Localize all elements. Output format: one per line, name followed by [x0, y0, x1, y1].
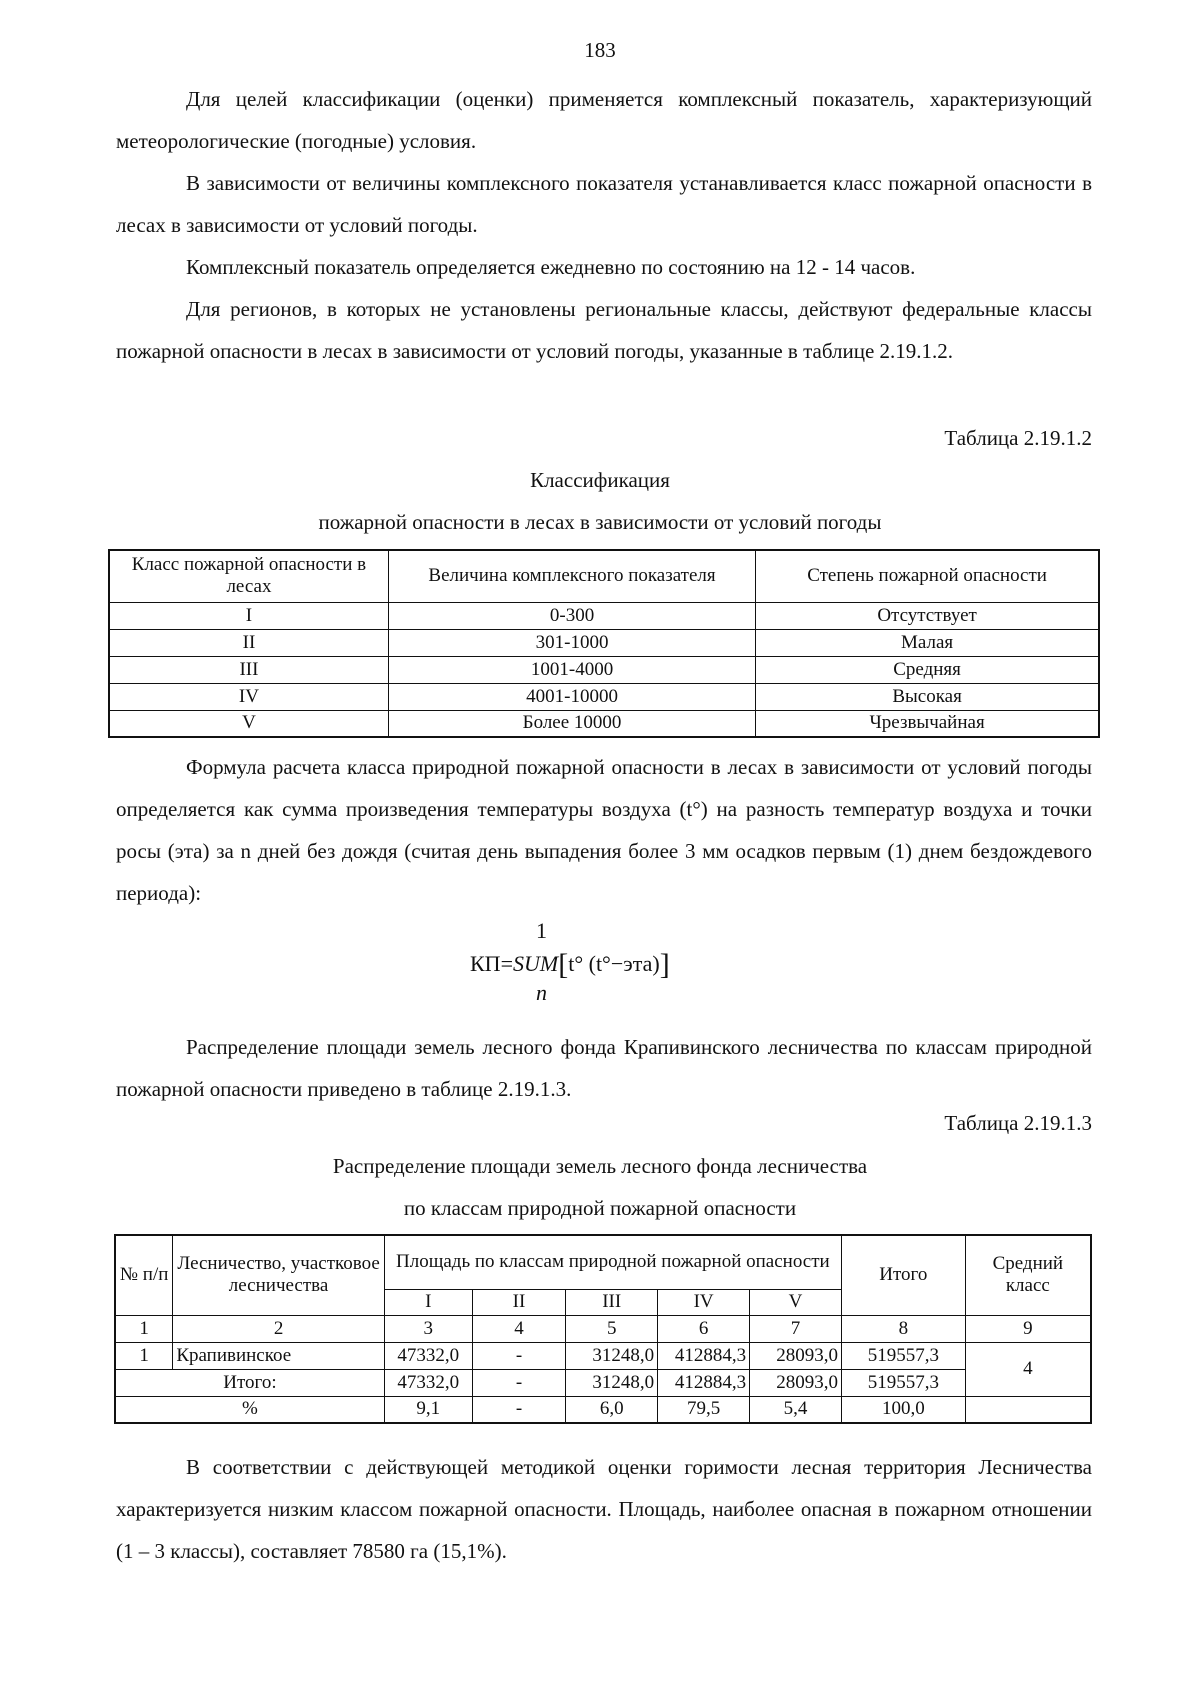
header-avg-class: Средний класс: [965, 1235, 1091, 1315]
col-number: 5: [566, 1315, 658, 1342]
header-total: Итого: [841, 1235, 965, 1315]
header-class: I: [384, 1289, 472, 1315]
table-cell: 519557,3: [841, 1342, 965, 1369]
table-cell: I: [109, 602, 388, 629]
col-number: 3: [384, 1315, 472, 1342]
formula-paragraph-block: [116, 746, 1092, 914]
col-number: 9: [965, 1315, 1091, 1342]
total-label: Итого:: [115, 1369, 384, 1396]
col-number: 8: [841, 1315, 965, 1342]
table-cell: -: [472, 1342, 566, 1369]
formula-main: [470, 948, 670, 982]
formula-lhs: КП: [470, 951, 501, 976]
table-cell: Малая: [756, 629, 1099, 656]
forest-area-table: [114, 1234, 1092, 1424]
table2-label: Таблица 2.19.1.3: [944, 1111, 1092, 1135]
fire-class-table: [108, 549, 1100, 738]
table-cell: 4001-10000: [388, 683, 755, 710]
table-cell: Средняя: [756, 656, 1099, 683]
col-number: 2: [173, 1315, 385, 1342]
avg-class-cell: 4: [965, 1342, 1091, 1396]
header-class: III: [566, 1289, 658, 1315]
table-cell: 6,0: [566, 1396, 658, 1423]
table-header: Степень пожарной опасности: [756, 550, 1099, 602]
table-cell: Отсутствует: [756, 602, 1099, 629]
paragraph: В зависимости от величины комплексного показателя устанавливается класс пожарной опасности в лесах в зависимости от условий погоды.: [116, 171, 1092, 237]
table-cell: Высокая: [756, 683, 1099, 710]
table-row: [115, 1396, 1091, 1423]
forestry-name: Крапивинское: [173, 1342, 385, 1369]
table-row: [109, 602, 1099, 629]
page-number: 183: [584, 38, 616, 62]
fire-index-formula: [470, 918, 730, 1014]
table-cell: 47332,0: [384, 1342, 472, 1369]
intro-paragraphs: [116, 78, 1092, 372]
column-number-row: [115, 1315, 1091, 1342]
table-cell: -: [472, 1369, 566, 1396]
col-number: 4: [472, 1315, 566, 1342]
table-cell: Более 10000: [388, 710, 755, 737]
table-cell: 5,4: [750, 1396, 842, 1423]
formula-denominator: n: [536, 980, 547, 1005]
table-header: Величина комплексного показателя: [388, 550, 755, 602]
table-cell: 79,5: [658, 1396, 750, 1423]
table1-subtitle: пожарной опасности в лесах в зависимости от условий погоды: [318, 510, 882, 534]
paragraph: В соответствии с действующей методикой оценки горимости лесная территория Лесничества характеризуется низким классом пожарной опасности. Площадь, наиболее опасная в пожарном отношении (1 – 3 классы), составляет 78580 га (15,1%).: [116, 1455, 1092, 1563]
table-cell: 47332,0: [384, 1369, 472, 1396]
bracket-open-icon: [: [558, 948, 569, 981]
table-cell: 28093,0: [750, 1342, 842, 1369]
table2-title: Распределение площади земель лесного фонда лесничества: [332, 1154, 868, 1178]
header-class: II: [472, 1289, 566, 1315]
table-cell: 1001-4000: [388, 656, 755, 683]
table-row: [115, 1342, 1091, 1369]
paragraph: Комплексный показатель определяется ежедневно по состоянию на 12 - 14 часов.: [186, 255, 916, 279]
col-number: 6: [658, 1315, 750, 1342]
table-row: [109, 629, 1099, 656]
paragraph: Для целей классификации (оценки) применяется комплексный показатель, характеризующий метеорологические (погодные) условия.: [116, 87, 1092, 153]
table-cell: 31248,0: [566, 1342, 658, 1369]
table-cell: -: [472, 1396, 566, 1423]
percent-label: %: [115, 1396, 384, 1423]
table-row: [109, 710, 1099, 737]
paragraph: Распределение площади земель лесного фонда Крапивинского лесничества по классам природной пожарной опасности приведено в таблице 2.19.1.3.: [116, 1035, 1092, 1101]
table-cell: III: [109, 656, 388, 683]
paragraph: Для регионов, в которых не установлены региональные классы, действуют федеральные классы пожарной опасности в лесах в зависимости от условий погоды, указанные в таблице 2.19.1.2.: [116, 297, 1092, 363]
table-cell: 301-1000: [388, 629, 755, 656]
paragraph: Формула расчета класса природной пожарной опасности в лесах в зависимости от условий погоды определяется как сумма произведения температуры воздуха (t°) на разность температур воздуха и точки росы (эта) за n дней без дождя (считая день выпадения более 3 мм осадков первым (1) днем бездождевого периода):: [116, 755, 1092, 905]
table2-subtitle: по классам природной пожарной опасности: [403, 1196, 797, 1220]
table-cell: 412884,3: [658, 1369, 750, 1396]
table-cell: 412884,3: [658, 1342, 750, 1369]
table1-label: Таблица 2.19.1.2: [944, 426, 1092, 450]
formula-numerator: 1: [536, 918, 547, 943]
final-paragraph-block: [116, 1446, 1092, 1572]
table-cell: 519557,3: [841, 1369, 965, 1396]
table-cell: V: [109, 710, 388, 737]
table-cell: Чрезвычайная: [756, 710, 1099, 737]
header-num: № п/п: [115, 1235, 173, 1315]
col-number: 1: [115, 1315, 173, 1342]
table-cell: 9,1: [384, 1396, 472, 1423]
header-area: Площадь по классам природной пожарной опасности: [384, 1235, 841, 1289]
table-cell: IV: [109, 683, 388, 710]
table-cell: [965, 1396, 1091, 1423]
header-class: V: [750, 1289, 842, 1315]
table-row: [115, 1369, 1091, 1396]
table-cell: 28093,0: [750, 1369, 842, 1396]
bracket-close-icon: ]: [659, 948, 670, 981]
col-number: 7: [750, 1315, 842, 1342]
table-header: Класс пожарной опасности в лесах: [109, 550, 388, 602]
table-cell: 0-300: [388, 602, 755, 629]
table-cell: 1: [115, 1342, 173, 1369]
header-forestry: Лесничество, участковое лесничества: [173, 1235, 385, 1315]
table-row: [109, 683, 1099, 710]
formula-sum: SUM: [512, 951, 559, 976]
header-class: IV: [658, 1289, 750, 1315]
table-cell: 100,0: [841, 1396, 965, 1423]
table1-title: Классификация: [530, 468, 670, 492]
distribution-paragraph-block: [116, 1026, 1092, 1110]
formula-equals: =: [500, 951, 513, 976]
formula-inner: t° (t°−эта): [568, 951, 660, 976]
table-row: [109, 656, 1099, 683]
table-cell: 31248,0: [566, 1369, 658, 1396]
table-cell: II: [109, 629, 388, 656]
